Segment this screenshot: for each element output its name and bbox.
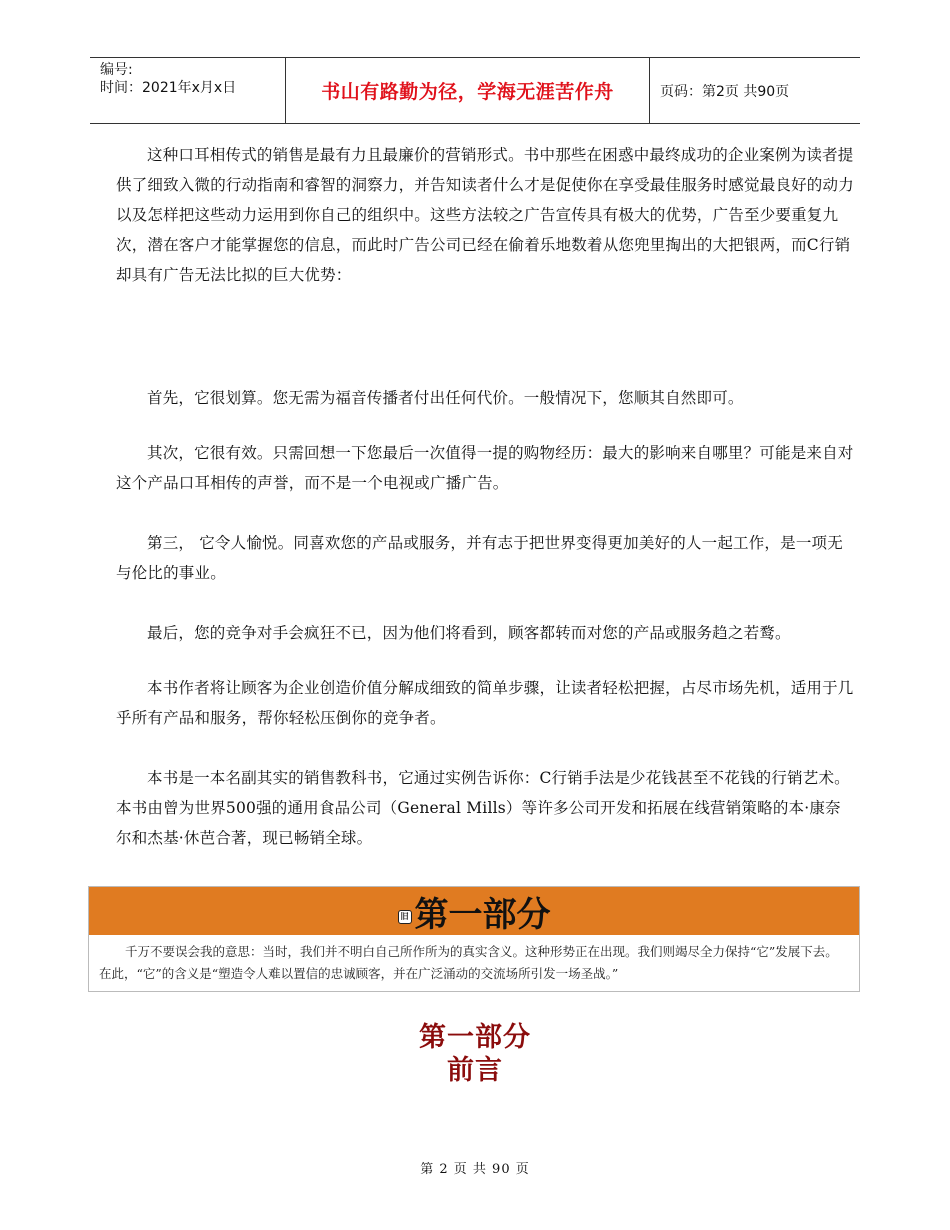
paragraph-5-block: [116, 618, 856, 648]
time-label: 时间：2021年x月x日: [100, 80, 237, 96]
page-header: [90, 57, 860, 124]
paragraph-6-block: [116, 673, 856, 733]
paragraph-7-block: [116, 763, 856, 853]
section-title: 第一部分: [419, 1022, 531, 1053]
part-one-band: [89, 887, 859, 935]
paragraph-last: 最后，您的竞争对手会疯狂不已，因为他们将看到，顾客都转而对您的产品或服务趋之若鹜。: [147, 624, 791, 642]
paragraph-2-block: [116, 383, 856, 413]
paragraph-3-block: [116, 438, 856, 498]
old-marker-icon: 旧: [398, 910, 412, 924]
paragraph-second: 其次，它很有效。只需回想一下您最后一次值得一提的购物经历：最大的影响来自哪里？可能是来自对这个产品口耳相传的声誉，而不是一个电视或广播广告。: [116, 444, 854, 492]
paragraph-4-block: [116, 528, 856, 588]
paragraph-third: 第三， 它令人愉悦。同喜欢您的产品或服务，并有志于把世界变得更加美好的人一起工作，是一项无与伦比的事业。: [116, 534, 843, 582]
part-one-heading: 第一部分: [414, 894, 551, 935]
paragraph-book: 本书是一本名副其实的销售教科书，它通过实例告诉你：C行销手法是少花钱甚至不花钱的行销艺术。本书由曾为世界500强的通用食品公司（General Mills）等许多公司开发和拓展在线营销策略的本·康奈尔和杰基·休芭合著，现已畅销全球。: [116, 769, 850, 847]
page-footer: 第 2 页 共 90 页: [420, 1162, 530, 1177]
header-page-info: 页码：第2页 共90页: [660, 83, 790, 100]
part-one-box: [88, 886, 860, 992]
header-motto: 书山有路勤为径，学海无涯苦作舟: [286, 58, 650, 123]
paragraph-first: 首先，它很划算。您无需为福音传播者付出任何代价。一般情况下，您顺其自然即可。: [147, 389, 744, 407]
paragraph-1-block: [116, 140, 856, 290]
paragraph-author: 本书作者将让顾客为企业创造价值分解成细致的简单步骤，让读者轻松把握，占尽市场先机，适用于几乎所有产品和服务，帮你轻松压倒你的竞争者。: [116, 679, 854, 727]
header-meta: [90, 58, 286, 123]
part-one-quote: 千万不要误会我的意思：当时，我们并不明白自己所作所为的真实含义。这种形势正在出现。我们则竭尽全力保持“它”发展下去。在此，“它”的含义是“塑造令人难以置信的忠诚顾客，并在广泛涌动的交流场所引发一场圣战。”: [99, 944, 838, 981]
paragraph-intro: 这种口耳相传式的销售是最有力且最廉价的营销形式。书中那些在困惑中最终成功的企业案例为读者提供了细致入微的行动指南和睿智的洞察力，并告知读者什么才是促使你在享受最佳服务时感觉最良好的动力以及怎样把这些动力运用到你自己的组织中。这些方法较之广告宣传具有极大的优势，广告至少要重复九次，潜在客户才能掌握您的信息，而此时广告公司已经在偷着乐地数着从您兜里掏出的大把银两，而C行销却具有广告无法比拟的巨大优势：: [116, 146, 854, 284]
section-subtitle: 前言: [447, 1055, 503, 1086]
code-label: 编号:: [100, 62, 133, 78]
